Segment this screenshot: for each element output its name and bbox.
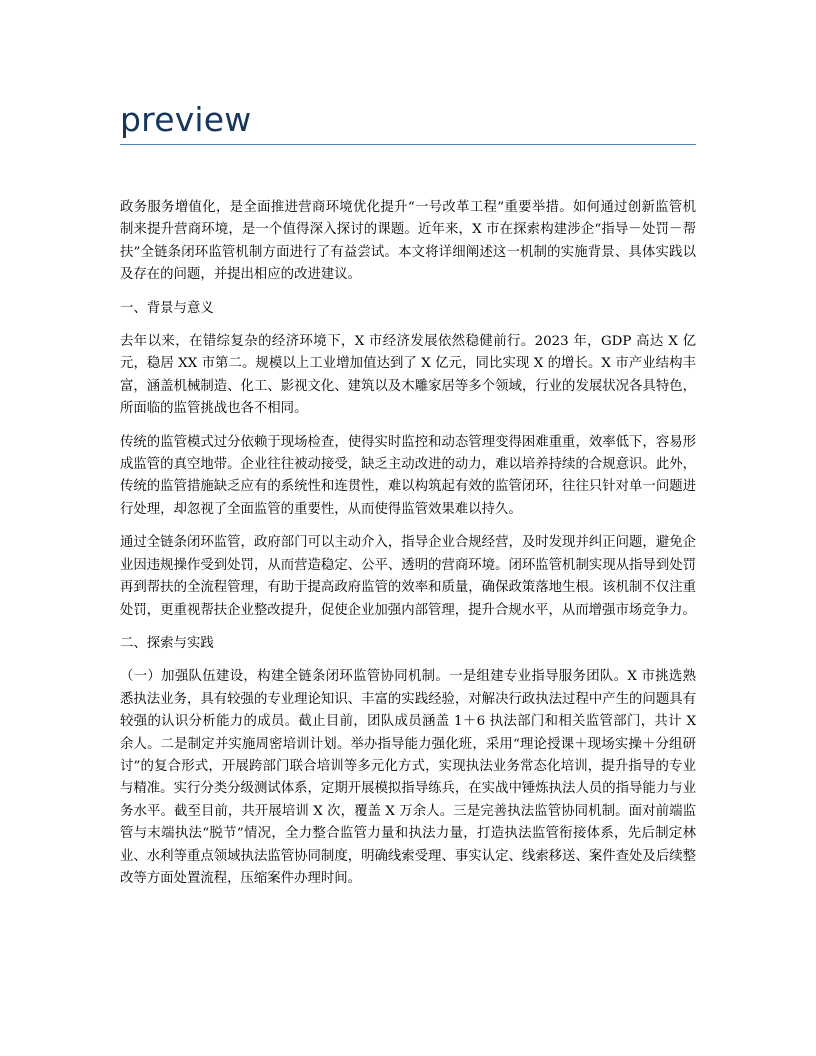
- document-title: preview: [120, 100, 252, 139]
- title-divider: [120, 144, 696, 145]
- body-paragraph: 去年以来，在错综复杂的经济环境下，X 市经济发展依然稳健前行。2023 年，GDP 高达 X 亿元，稳居 XX 市第二。规模以上工业增加值达到了 X 亿元，同比实现 X 的增长。X 市产业结构丰富，涵盖机械制造、化工、影视文化、建筑以及木雕家居等多个领域，行业的发展状况各具特色，所面临的监管挑战也各不相同。: [120, 334, 696, 417]
- body-paragraph: 传统的监管模式过分依赖于现场检查，使得实时监控和动态管理变得困难重重，效率低下，容易形成监管的真空地带。企业往往被动接受，缺乏主动改进的动力，难以培养持续的合规意识。此外，传统的监管措施缺乏应有的系统性和连贯性，难以构筑起有效的监管闭环，往往只针对单一问题进行处理，却忽视了全面监管的重要性，从而使得监管效果难以持久。: [120, 434, 696, 517]
- section-heading: 二、探索与实践: [120, 635, 214, 651]
- body-paragraph: 通过全链条闭环监管，政府部门可以主动介入，指导企业合规经营，及时发现并纠正问题，避免企业因违规操作受到处罚，从而营造稳定、公平、透明的营商环境。闭环监管机制实现从指导到处罚再到帮扶的全流程管理，有助于提高政府监管的效率和质量，确保政策落地生根。该机制不仅注重处罚，更重视帮扶企业整改提升，促使企业加强内部管理，提升合规水平，从而增强市场竞争力。: [120, 535, 696, 618]
- section-heading: 一、背景与意义: [120, 300, 214, 316]
- body-paragraph: （一）加强队伍建设，构建全链条闭环监管协同机制。一是组建专业指导服务团队。X 市挑选熟悉执法业务，具有较强的专业理论知识、丰富的实践经验，对解决行政执法过程中产生的问题具有较强的认识分析能力的成员。截止目前，团队成员涵盖 1＋6 执法部门和相关监管部门，共计 X 余人。二是制定并实施周密培训计划。举办指导能力强化班，采用“理论授课＋现场实操＋分组研讨”的复合形式，开展跨部门联合培训等多元化方式，实现执法业务常态化培训，提升指导的专业与精准。实行分类分级测试体系，定期开展模拟指导练兵，在实战中锤炼执法人员的指导能力与业务水平。截至目前，共开展培训 X 次，覆盖 X 万余人。三是完善执法监管协同机制。面对前端监管与末端执法“脱节”情况，全力整合监管力量和执法力量，打造执法监管衔接体系，先后制定林业、水利等重点领域执法监管协同制度，明确线索受理、事实认定、线索移送、案件查处及后续整改等方面处置流程，压缩案件办理时间。: [120, 669, 696, 886]
- document-body: [120, 197, 696, 890]
- document-page: [120, 0, 696, 901]
- body-paragraph: 政务服务增值化，是全面推进营商环境优化提升“一号改革工程”重要举措。如何通过创新监管机制来提升营商环境，是一个值得深入探讨的课题。近年来，X 市在探索构建涉企“指导－处罚－帮扶”全链条闭环监管机制方面进行了有益尝试。本文将详细阐述这一机制的实施背景、具体实践以及存在的问题，并提出相应的改进建议。: [120, 200, 696, 283]
